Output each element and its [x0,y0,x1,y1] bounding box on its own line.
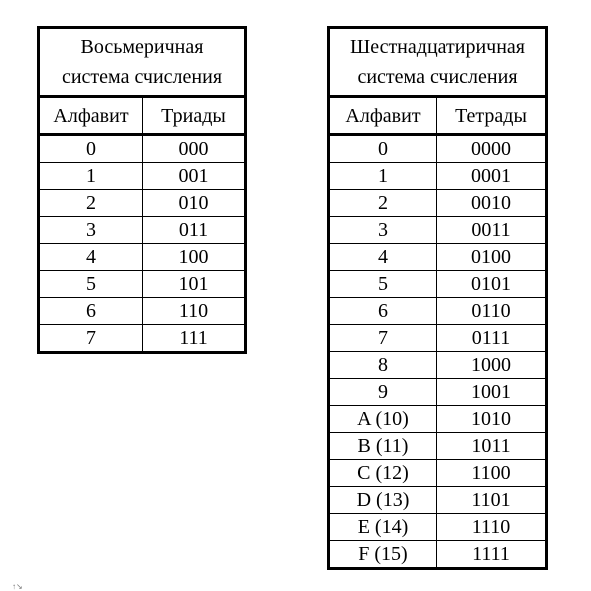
binary-group-cell: 0000 [437,135,547,163]
octal-header-triads: Триады [143,97,246,135]
alphabet-cell: 9 [329,379,437,406]
alphabet-cell: 5 [39,271,143,298]
alphabet-cell: 3 [329,217,437,244]
table-row [329,298,547,325]
table-row [329,325,547,352]
alphabet-cell: 7 [329,325,437,352]
binary-group-cell: 111 [143,325,246,353]
binary-group-cell: 1000 [437,352,547,379]
binary-group-cell: 0010 [437,190,547,217]
corner-mark: ↑↘ [12,582,23,591]
octal-table-title [39,28,246,97]
table-row [39,271,246,298]
binary-group-cell: 1110 [437,514,547,541]
table-row [329,514,547,541]
binary-group-cell: 011 [143,217,246,244]
table-row [39,190,246,217]
table-row [329,190,547,217]
octal-title-line1: Восьмеричная [80,36,204,58]
binary-group-cell: 1100 [437,460,547,487]
binary-group-cell: 1001 [437,379,547,406]
alphabet-cell: E (14) [329,514,437,541]
alphabet-cell: B (11) [329,433,437,460]
table-row [329,487,547,514]
table-row [329,352,547,379]
hex-header-alphabet: Алфавит [329,97,437,135]
binary-group-cell: 0111 [437,325,547,352]
alphabet-cell: 5 [329,271,437,298]
alphabet-cell: A (10) [329,406,437,433]
octal-table-body [39,28,246,353]
binary-group-cell: 010 [143,190,246,217]
table-row [39,135,246,163]
alphabet-cell: 2 [329,190,437,217]
table-row [329,433,547,460]
alphabet-cell: F (15) [329,541,437,569]
alphabet-cell: 6 [329,298,437,325]
alphabet-cell: 1 [39,163,143,190]
hex-title-line1: Шестнадцатиричная [350,36,525,58]
table-row [329,244,547,271]
hex-table-body [329,28,547,569]
binary-group-cell: 1010 [437,406,547,433]
octal-title-line2: система счисления [61,66,223,88]
table-row [39,217,246,244]
table-row [329,460,547,487]
hex-header-tetrads: Тетрады [437,97,547,135]
binary-group-cell: 0100 [437,244,547,271]
table-row [39,244,246,271]
alphabet-cell: 2 [39,190,143,217]
table-row [329,217,547,244]
binary-group-cell: 0001 [437,163,547,190]
binary-group-cell: 0101 [437,271,547,298]
alphabet-cell: 4 [329,244,437,271]
table-row [39,163,246,190]
octal-table [37,26,247,354]
binary-group-cell: 1011 [437,433,547,460]
alphabet-cell: 6 [39,298,143,325]
alphabet-cell: 3 [39,217,143,244]
alphabet-cell: 0 [39,135,143,163]
alphabet-cell: 1 [329,163,437,190]
binary-group-cell: 101 [143,271,246,298]
table-row [329,406,547,433]
octal-header-alphabet: Алфавит [39,97,143,135]
alphabet-cell: C (12) [329,460,437,487]
alphabet-cell: D (13) [329,487,437,514]
alphabet-cell: 7 [39,325,143,353]
binary-group-cell: 1101 [437,487,547,514]
binary-group-cell: 0110 [437,298,547,325]
alphabet-cell: 0 [329,135,437,163]
table-row [39,325,246,353]
binary-group-cell: 100 [143,244,246,271]
hex-title-line2: система счисления [357,66,518,88]
hex-table-title [329,28,547,97]
alphabet-cell: 8 [329,352,437,379]
table-row [329,163,547,190]
table-row [39,298,246,325]
binary-group-cell: 0011 [437,217,547,244]
alphabet-cell: 4 [39,244,143,271]
binary-group-cell: 001 [143,163,246,190]
binary-group-cell: 000 [143,135,246,163]
table-row [329,271,547,298]
binary-group-cell: 110 [143,298,246,325]
table-row [329,135,547,163]
binary-group-cell: 1111 [437,541,547,569]
table-row [329,541,547,569]
hex-table [327,26,548,570]
table-row [329,379,547,406]
